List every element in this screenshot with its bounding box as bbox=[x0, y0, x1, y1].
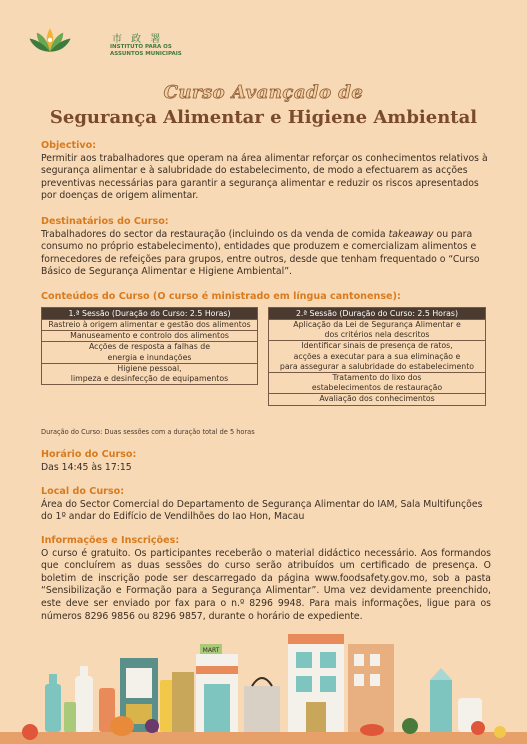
session1-row4-line1: Higiene pessoal, bbox=[117, 363, 182, 373]
duration-note: Duração do Curso: Duas sessões com a duração total de 5 horas bbox=[41, 428, 255, 436]
audience-heading: Destinatários do Curso: bbox=[41, 216, 169, 227]
course-title-line2: Segurança Alimentar e Higiene Ambiental bbox=[49, 107, 478, 128]
session2-row3-line2: estabelecimentos de restauração bbox=[311, 383, 443, 393]
logo-pt-line2: ASSUNTOS MUNICIPAIS bbox=[110, 50, 182, 57]
iam-logo bbox=[28, 20, 188, 66]
objective-section bbox=[41, 140, 491, 203]
course-title-line1: Curso Avançado de bbox=[163, 82, 364, 103]
location-line1: Área do Sector Comercial do Departamento de Segurança Alimentar do IAM, Sala Multifunções bbox=[41, 498, 483, 510]
logo-chinese-text: 市 政 署 bbox=[112, 34, 164, 45]
objective-heading: Objectivo: bbox=[41, 140, 97, 151]
session2-row1-line1: Aplicação da Lei de Segurança Alimentar e bbox=[293, 320, 461, 329]
objective-text: Permitir aos trabalhadores que operam na área alimentar reforçar os conhecimentos relativos à segurança alimentar e à salubridade do estabelecimento, de modo a efectuarem as acções preventivas necessárias para garantir a segurança alimentar e reduzir os riscos apresentados por doenças de origem alimentar. bbox=[41, 152, 488, 202]
audience-section bbox=[41, 216, 491, 279]
session1-row4-line2: limpeza e desinfecção de equipamentos bbox=[70, 374, 229, 384]
session1-row3-line2: energia e inundações bbox=[107, 352, 192, 362]
audience-text-part1: Trabalhadores do sector da restauração (incluindo os da venda de comida bbox=[41, 228, 389, 240]
tall-building-icon bbox=[348, 644, 394, 732]
audience-text-part2: ou para consumo no próprio estabelecimento), entidades que produzem e comercializam alimentos e fornecedores de refeições para grupos, entre outros, desde que tenham frequentado o “Curso Básico de Segurança Alimentar e Higiene Ambiental”. bbox=[41, 228, 480, 278]
shop-building-icon bbox=[288, 634, 344, 732]
contents-section bbox=[41, 291, 491, 304]
mart-sign: MART bbox=[202, 647, 220, 654]
logo-portuguese-text bbox=[110, 44, 200, 57]
session2-row1-line2: dos critérios nela descritos bbox=[324, 330, 430, 340]
schedule-heading: Horário do Curso: bbox=[41, 449, 137, 460]
info-heading: Informações e Inscrições: bbox=[41, 535, 180, 546]
session1-row bbox=[42, 341, 257, 362]
market-illustration bbox=[0, 614, 527, 744]
milk-carton-icon bbox=[430, 668, 452, 732]
session2-row bbox=[269, 340, 485, 372]
logo-pt-line1: INSTITUTO PARA OS bbox=[110, 44, 172, 50]
ground-strip bbox=[0, 732, 527, 744]
audience-text-italic: takeaway bbox=[388, 228, 434, 240]
session2-row bbox=[269, 319, 485, 340]
can-icon bbox=[160, 672, 194, 732]
session1-row bbox=[42, 330, 257, 341]
session2-row2-line2: acções a executar para a sua eliminação e bbox=[293, 351, 461, 361]
contents-heading: Conteúdos do Curso (O curso é ministrado em língua cantonense): bbox=[41, 291, 401, 302]
info-text: O curso é gratuito. Os participantes receberão o material didáctico necessário. Aos formandos que concluírem as duas sessões do curso serão atribuídos um certificado de presença. O boletim de inscrição pode ser descarregado da página www.foodsafety.gov.mo, sob a pasta “Sensibilização e Formação para a Segurança Alimentar”. Uma vez devidamente preenchido, este deve ser enviado por fax para o n.º 8296 9948. Para mais informações, ligue para os números 8296 9856 ou 8296 9857, durante o horário de expediente. bbox=[41, 547, 491, 622]
schedule-text: Das 14:45 às 17:15 bbox=[41, 461, 132, 473]
bottles-icon bbox=[45, 666, 115, 732]
location-heading: Local do Curso: bbox=[41, 486, 125, 497]
mart-shop-icon bbox=[196, 644, 238, 732]
location-line2: do 1º andar do Edifício de Vendilhões do Iao Hon, Macau bbox=[41, 511, 305, 523]
location-section bbox=[41, 486, 491, 524]
info-section bbox=[41, 535, 491, 623]
session1-row3-line1: Acções de resposta a falhas de bbox=[88, 342, 211, 352]
audience-text bbox=[41, 229, 491, 279]
session2-row2-line1: Identificar sinais de presença de ratos, bbox=[301, 341, 453, 351]
session2-table bbox=[268, 307, 486, 406]
session2-row4-text: Avaliação dos conhecimentos bbox=[319, 394, 435, 404]
session2-row2-line3: para assegurar a salubridade do estabelecimento bbox=[279, 361, 475, 371]
iam-lotus-logo-icon bbox=[28, 20, 72, 60]
session1-row2-text: Manuseamento e controlo dos alimentos bbox=[70, 331, 229, 341]
session1-row bbox=[42, 363, 257, 384]
schedule-section bbox=[41, 449, 491, 474]
session2-title: 2.ª Sessão (Duração do Curso: 2.5 Horas) bbox=[269, 308, 485, 319]
shopping-bag-icon bbox=[244, 678, 280, 732]
session2-row3-line1: Tratamento do lixo dos bbox=[332, 373, 422, 383]
session1-row bbox=[42, 319, 257, 330]
session2-row bbox=[269, 372, 485, 393]
session1-row1-text: Rastreio à origem alimentar e gestão dos alimentos bbox=[48, 320, 251, 329]
session1-title: 1.ª Sessão (Duração do Curso: 2.5 Horas) bbox=[42, 308, 257, 319]
session2-row bbox=[269, 393, 485, 404]
session1-table bbox=[41, 307, 258, 385]
